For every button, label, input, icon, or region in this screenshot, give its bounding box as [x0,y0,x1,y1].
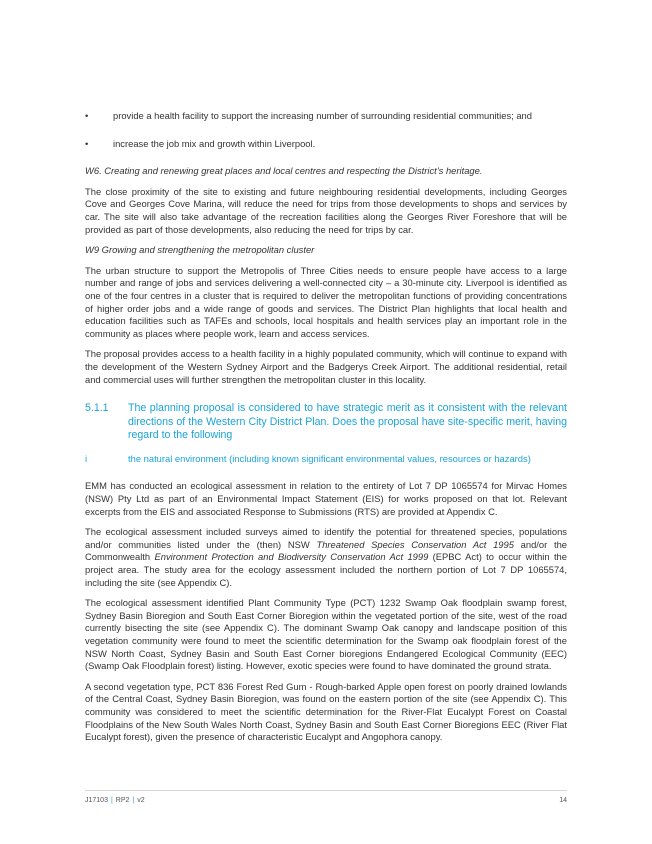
ecology-paragraph-3: The ecological assessment identified Plant Community Type (PCT) 1232 Swamp Oak floodplain swamp forest, Sydney Basin Bioregion and South East Corner Bioregion within the vegetated portion of the site, west of the road currently bisecting the site (see Appendix C). The dominant Swamp Oak canopy and landscape position of this vegetation community were found to meet the scientific determination for the Swamp oak floodplain forest of the NSW North Coast, Sydney Basin and South East Corner bioregions Endangered Ecological Community (EEC) (Swamp Oak Floodplain forest) listing. However, exotic species were found to have dominated the ground strata. [85,597,567,672]
para2-text-2: and/or the Commonwealth [85,538,568,563]
para2-text-1: The ecological assessment included surveys aimed to identify the potential for threatened species, populations and/or communities listed under the (then) NSW [85,526,567,550]
page-number: 14 [559,797,567,804]
ecology-paragraph-2 [85,526,567,589]
bullet-mark: • [85,110,89,121]
ecology-paragraph-4: A second vegetation type, PCT 836 Forest Red Gum - Rough-barked Apple open forest on poorly drained lowlands of the Central Coast, Sydney Basin Bioregion, was found on the eastern portion of the site (see Appendix C). This community was considered to meet the scientific determination for the River-Flat Eucalypt Forest on Coastal Floodplains of the New South Wales North Coast, Sydney Basin and South East Corner Bioregions EEC (River Flat Eucalypt forest), given the presence of characteristic Eucalypt and Angophora canopy. [85,680,567,743]
w9-paragraph-1: The urban structure to support the Metropolis of Three Cities needs to ensure people have access to a large number and range of jobs and services delivering a well-connected city – a 30-minute city. Liverpool is identified as one of the four centres in a cluster that is required to deliver the metropolitan functions of providing concentrations of higher order jobs and a wide range of goods and services. The District Plan highlights that local health and education facilities such as TAFEs and schools, local hospitals and health services play an important role in the community as places where people work, learn and access services. [85,264,567,339]
subsection-title: the natural environment (including known significant environmental values, resources or hazards) [128,452,531,464]
page-footer [85,790,567,804]
w6-paragraph: The close proximity of the site to existing and future neighbouring residential developments, including Georges Cove and Georges Cove Marina, will reduce the need for trips from those developments to shops and services by car. The site will also take advantage of the recreation facilities along the Georges River Foreshore that will be provided as part of those developments, also reducing the need for trips by car. [85,185,567,235]
section-title: The planning proposal is considered to have strategic merit as it consistent with the relevant directions of the Western City District Plan. Does the proposal have site-specific merit, having regard to the following [128,402,567,442]
w6-heading: W6. Creating and renewing great places and local centres and respecting the District’s heritage. [85,165,483,177]
para2-text-3: (EPBC Act) to occur within the project area. The study area for the ecology assessment included the northern portion of Lot 7 DP 1065574, including the site (see Appendix C). [85,551,567,588]
subsection-number: i [85,452,88,464]
subsection-heading [85,453,567,466]
bullet-mark: • [85,137,89,149]
footer-job-number: J17103 [85,797,108,804]
footer-reference [85,797,145,804]
para2-act-name-1: Threatened Species Conservation Act 1995 [316,538,514,550]
footer-version: v2 [137,797,145,804]
bullet-item [85,110,567,123]
footer-separator: | [132,797,135,804]
section-heading [85,402,567,443]
bullet-item [85,138,567,151]
para2-act-name-2: Environment Protection and Biodiversity Conservation Act 1999 [154,551,429,563]
bullet-text: increase the job mix and growth within Liverpool. [113,137,316,149]
page-content [85,110,567,752]
w9-paragraph-2: The proposal provides access to a health facility in a highly populated community, which will continue to expand with the development of the Western Sydney Airport and the Badgerys Creek Airport. The additional residential, retail and commercial uses will further strengthen the metropolitan cluster in this locality. [85,348,567,385]
footer-document-code: RP2 [115,797,130,804]
w9-heading: W9 Growing and strengthening the metropolitan cluster [85,244,315,256]
footer-separator: | [110,797,113,804]
bullet-text: provide a health facility to support the increasing number of surrounding residential communities; and [113,110,532,121]
section-number: 5.1.1 [85,402,109,415]
ecology-paragraph-1: EMM has conducted an ecological assessment in relation to the entirety of Lot 7 DP 1065574 for Mirvac Homes (NSW) Pty Ltd as part of an Environmental Impact Statement (EIS) for works proposed on that lot. Relevant excerpts from the EIS and associated Response to Submissions (RTS) are provided at Appendix C. [85,480,567,517]
